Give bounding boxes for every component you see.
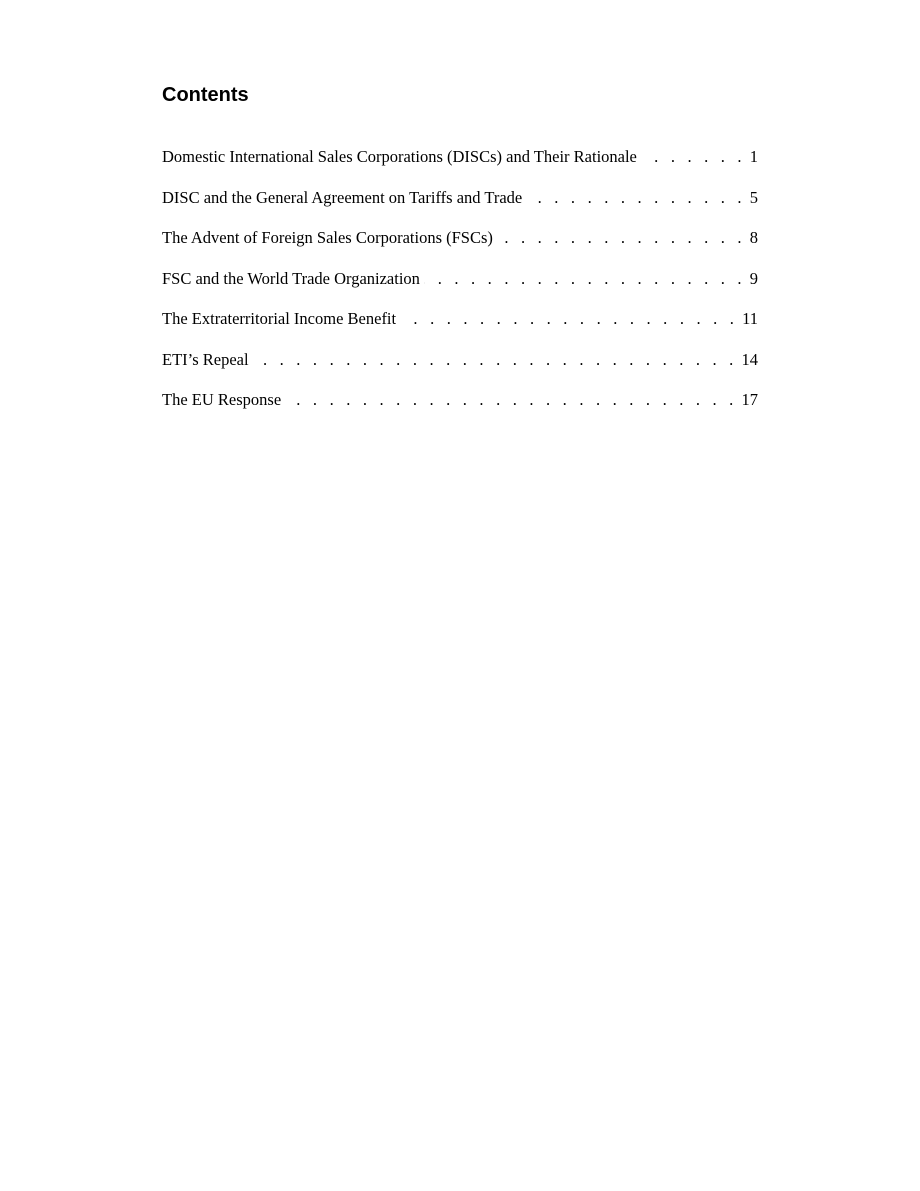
dot-leader [526, 186, 746, 210]
toc-entry-title: Domestic International Sales Corporations (DISCs) and Their Rationale [162, 147, 637, 166]
toc-page-number: 1 [749, 147, 758, 166]
toc-page-number: 9 [749, 268, 758, 288]
toc-entry-title: FSC and the World Trade Organization [162, 268, 420, 288]
dot-leader [641, 145, 746, 169]
toc-entry[interactable] [162, 388, 758, 429]
toc-page-number: 14 [741, 349, 758, 369]
toc-entry[interactable] [162, 226, 758, 267]
dot-leader [253, 348, 738, 372]
toc-entry[interactable] [162, 267, 758, 308]
table-of-contents [162, 145, 758, 429]
dot-leader [400, 307, 738, 331]
toc-page-number: 5 [749, 187, 758, 207]
dot-leader [285, 388, 737, 412]
toc-entry[interactable] [162, 186, 758, 227]
toc-page-number: 17 [741, 390, 758, 409]
page-title: Contents [162, 84, 249, 106]
toc-page-number: 11 [742, 309, 758, 328]
dot-leader [424, 267, 746, 291]
toc-entry-title: The Advent of Foreign Sales Corporations (FSCs) [162, 228, 493, 247]
toc-entry[interactable] [162, 145, 758, 186]
toc-page-number: 8 [749, 228, 758, 247]
toc-entry-title: ETI’s Repeal [162, 349, 249, 369]
toc-entry[interactable] [162, 348, 758, 389]
toc-entry-title: The Extraterritorial Income Benefit [162, 309, 397, 328]
toc-entry-title: DISC and the General Agreement on Tariffs and Trade [162, 187, 523, 207]
dot-leader [497, 226, 746, 250]
toc-entry[interactable] [162, 307, 758, 348]
toc-entry-title: The EU Response [162, 390, 282, 409]
